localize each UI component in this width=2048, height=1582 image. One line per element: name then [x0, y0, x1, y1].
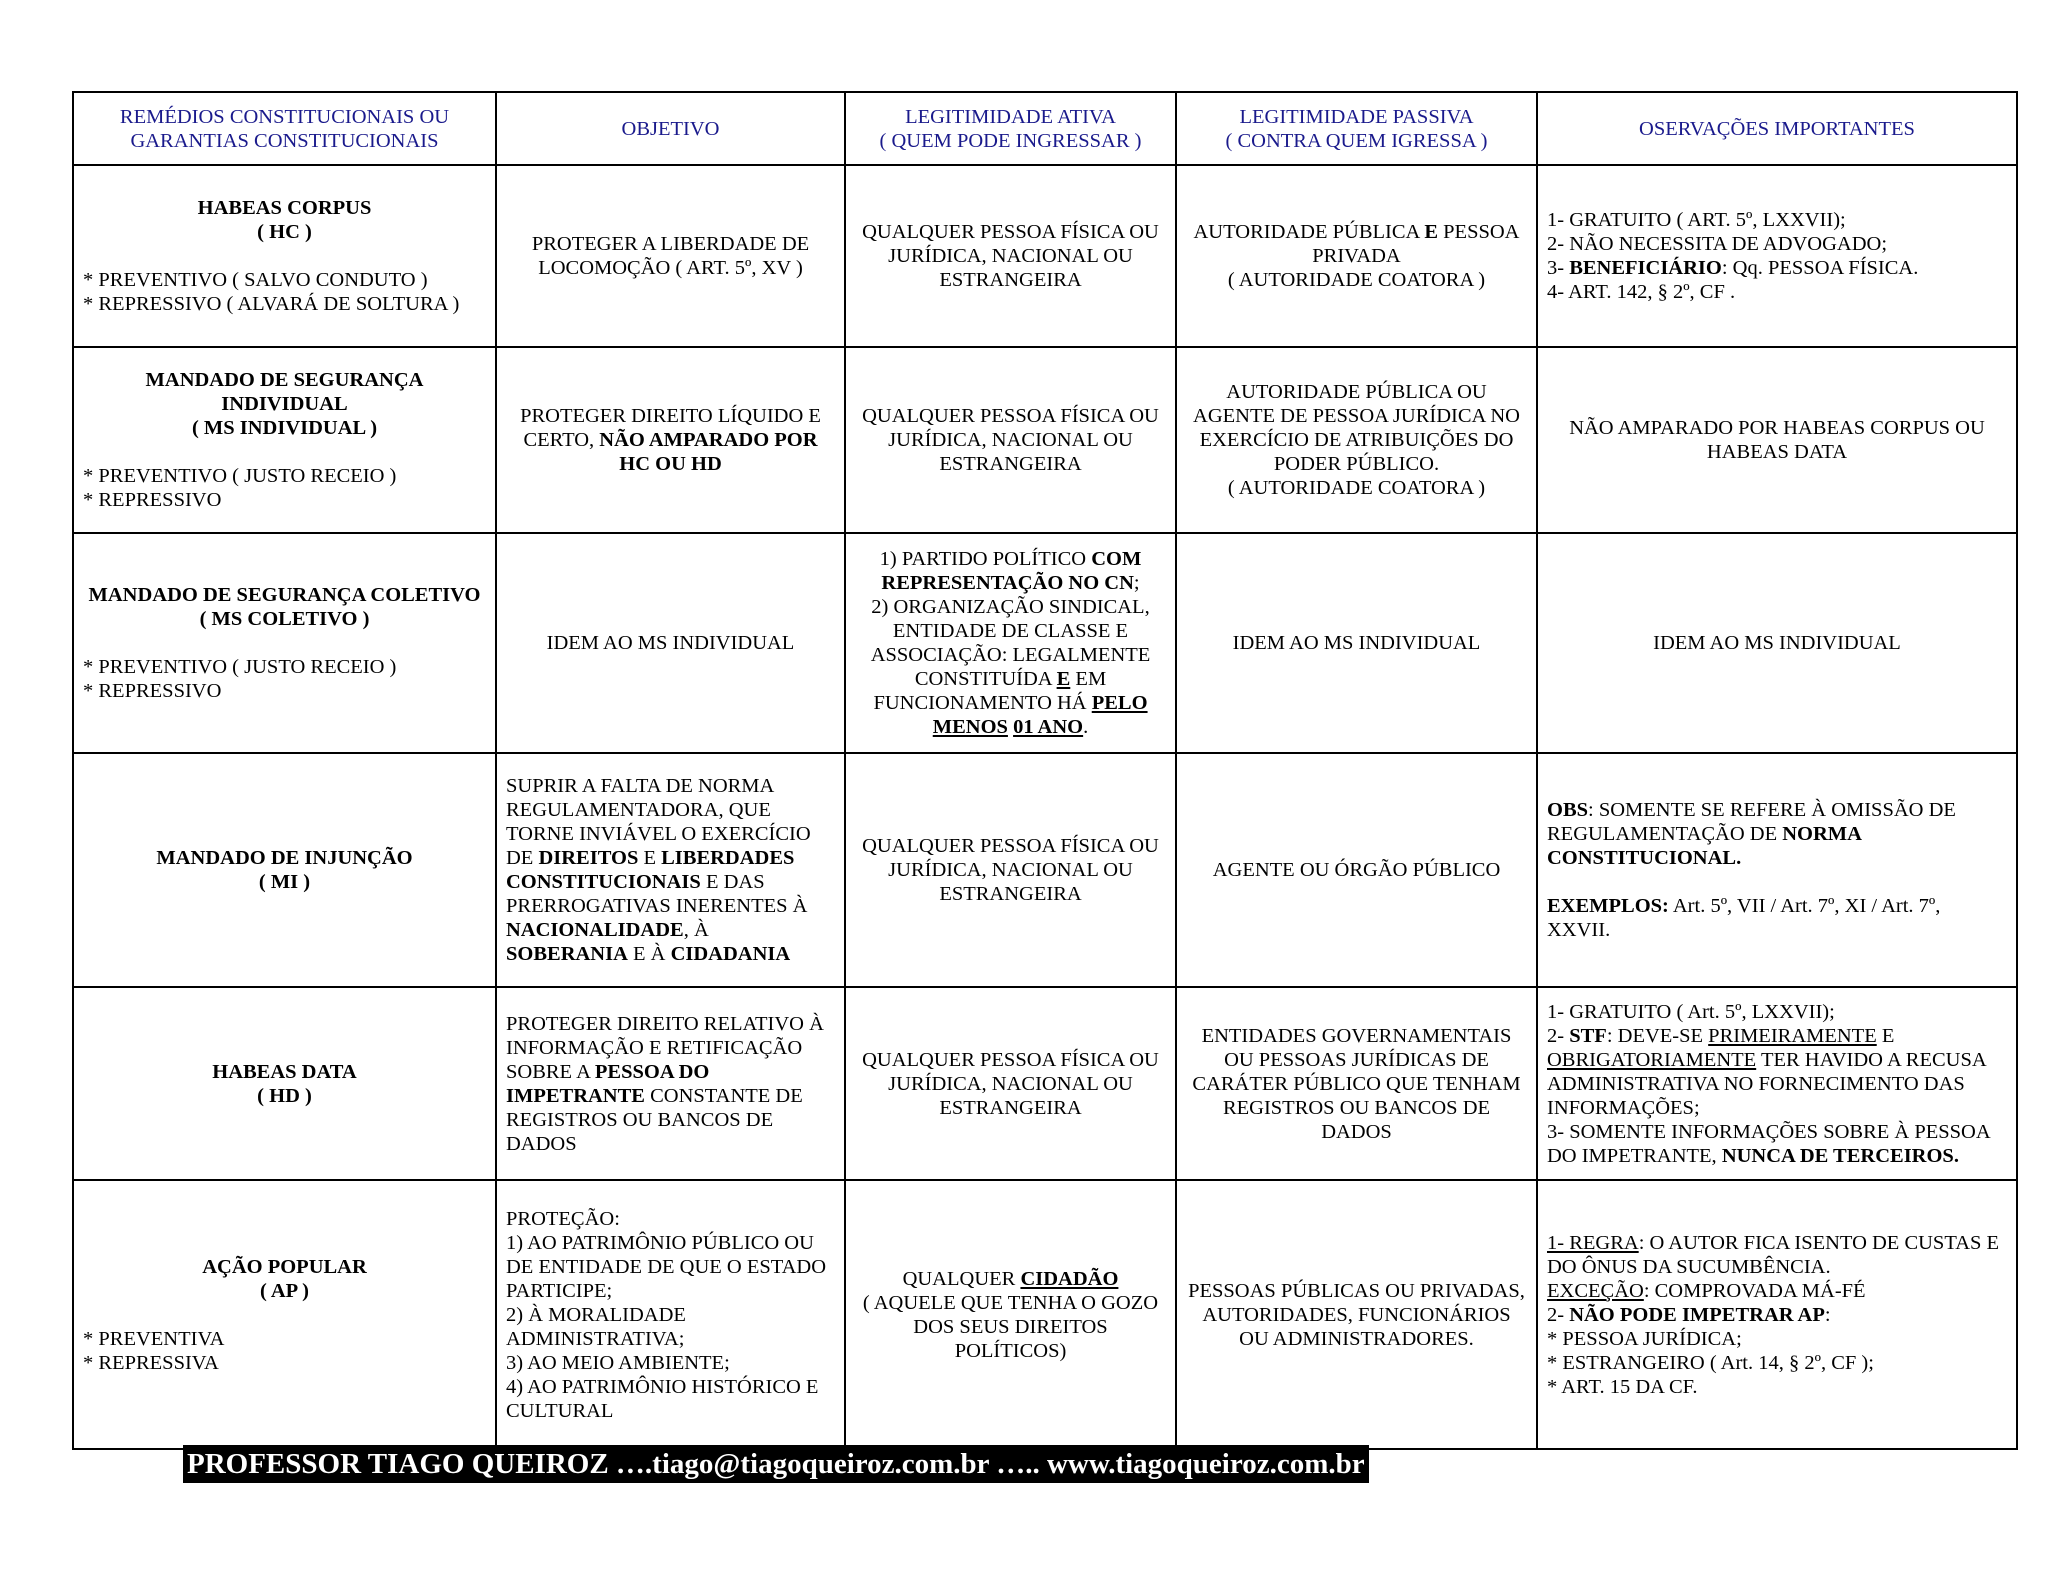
legitimidade-ativa-cell: QUALQUER PESSOA FÍSICA OU JURÍDICA, NACIONAL OU ESTRANGEIRA: [845, 987, 1176, 1180]
objetivo-cell: SUPRIR A FALTA DE NORMA REGULAMENTADORA, QUE TORNE INVIÁVEL O EXERCÍCIO DE DIREITOS E LIBERDADES CONSTITUCIONAIS E DAS PRERROGATIVAS INERENTES À NACIONALIDADE, À SOBERANIA E À CIDADANIA: [496, 753, 845, 987]
observacoes-cell: IDEM AO MS INDIVIDUAL: [1537, 533, 2017, 753]
legitimidade-passiva-cell: AGENTE OU ÓRGÃO PÚBLICO: [1176, 753, 1537, 987]
footer-credit: PROFESSOR TIAGO QUEIROZ ….tiago@tiagoqueiroz.com.br ….. www.tiagoqueiroz.com.br: [183, 1445, 1369, 1483]
observacoes-cell: OBS: SOMENTE SE REFERE À OMISSÃO DE REGULAMENTAÇÃO DE NORMA CONSTITUCIONAL. EXEMPLOS: Art. 5º, VII / Art. 7º, XI / Art. 7º, XXVII.: [1537, 753, 2017, 987]
header-objetivo: OBJETIVO: [496, 92, 845, 165]
observacoes-cell: 1- GRATUITO ( ART. 5º, LXXVII); 2- NÃO NECESSITA DE ADVOGADO; 3- BENEFICIÁRIO: Qq. PESSOA FÍSICA. 4- ART. 142, § 2º, CF .: [1537, 165, 2017, 347]
remedio-cell: MANDADO DE INJUNÇÃO ( MI ): [73, 753, 496, 987]
row-ms-coletivo: [73, 533, 2017, 753]
legitimidade-ativa-cell: QUALQUER PESSOA FÍSICA OU JURÍDICA, NACIONAL OU ESTRANGEIRA: [845, 165, 1176, 347]
remedio-cell: MANDADO DE SEGURANÇA COLETIVO ( MS COLETIVO ) * PREVENTIVO ( JUSTO RECEIO ) * REPRESSIVO: [73, 533, 496, 753]
legitimidade-ativa-cell: QUALQUER PESSOA FÍSICA OU JURÍDICA, NACIONAL OU ESTRANGEIRA: [845, 347, 1176, 533]
remedios-table: [72, 91, 2018, 1450]
header-row: [73, 92, 2017, 165]
legitimidade-passiva-cell: AUTORIDADE PÚBLICA E PESSOA PRIVADA ( AUTORIDADE COATORA ): [1176, 165, 1537, 347]
row-mandado-injuncao: [73, 753, 2017, 987]
legitimidade-ativa-cell: QUALQUER CIDADÃO ( AQUELE QUE TENHA O GOZO DOS SEUS DIREITOS POLÍTICOS): [845, 1180, 1176, 1449]
header-remedio: REMÉDIOS CONSTITUCIONAIS OU GARANTIAS CONSTITUCIONAIS: [73, 92, 496, 165]
objetivo-cell: PROTEÇÃO: 1) AO PATRIMÔNIO PÚBLICO OU DE ENTIDADE DE QUE O ESTADO PARTICIPE; 2) À MORALIDADE ADMINISTRATIVA; 3) AO MEIO AMBIENTE; 4) AO PATRIMÔNIO HISTÓRICO E CULTURAL: [496, 1180, 845, 1449]
remedio-cell: HABEAS CORPUS ( HC ) * PREVENTIVO ( SALVO CONDUTO ) * REPRESSIVO ( ALVARÁ DE SOLTURA ): [73, 165, 496, 347]
row-habeas-corpus: [73, 165, 2017, 347]
row-acao-popular: [73, 1180, 2017, 1449]
remedio-cell: HABEAS DATA ( HD ): [73, 987, 496, 1180]
remedio-cell: MANDADO DE SEGURANÇA INDIVIDUAL ( MS INDIVIDUAL ) * PREVENTIVO ( JUSTO RECEIO ) * REPRESSIVO: [73, 347, 496, 533]
remedio-cell: AÇÃO POPULAR ( AP ) * PREVENTIVA * REPRESSIVA: [73, 1180, 496, 1449]
legitimidade-ativa-cell: 1) PARTIDO POLÍTICO COM REPRESENTAÇÃO NO CN; 2) ORGANIZAÇÃO SINDICAL, ENTIDADE DE CLASSE E ASSOCIAÇÃO: LEGALMENTE CONSTITUÍDA E EM FUNCIONAMENTO HÁ PELO MENOS 01 ANO.: [845, 533, 1176, 753]
objetivo-cell: PROTEGER DIREITO RELATIVO À INFORMAÇÃO E RETIFICAÇÃO SOBRE A PESSOA DO IMPETRANTE CONSTANTE DE REGISTROS OU BANCOS DE DADOS: [496, 987, 845, 1180]
legitimidade-ativa-cell: QUALQUER PESSOA FÍSICA OU JURÍDICA, NACIONAL OU ESTRANGEIRA: [845, 753, 1176, 987]
observacoes-cell: 1- REGRA: O AUTOR FICA ISENTO DE CUSTAS E DO ÔNUS DA SUCUMBÊNCIA. EXCEÇÃO: COMPROVADA MÁ-FÉ 2- NÃO PODE IMPETRAR AP: * PESSOA JURÍDICA; * ESTRANGEIRO ( Art. 14, § 2º, CF ); * ART. 15 DA CF.: [1537, 1180, 2017, 1449]
row-habeas-data: [73, 987, 2017, 1180]
header-legitimidade-passiva: LEGITIMIDADE PASSIVA ( CONTRA QUEM IGRESSA ): [1176, 92, 1537, 165]
objetivo-cell: IDEM AO MS INDIVIDUAL: [496, 533, 845, 753]
objetivo-cell: PROTEGER DIREITO LÍQUIDO E CERTO, NÃO AMPARADO POR HC OU HD: [496, 347, 845, 533]
legitimidade-passiva-cell: PESSOAS PÚBLICAS OU PRIVADAS, AUTORIDADES, FUNCIONÁRIOS OU ADMINISTRADORES.: [1176, 1180, 1537, 1449]
legitimidade-passiva-cell: ENTIDADES GOVERNAMENTAIS OU PESSOAS JURÍDICAS DE CARÁTER PÚBLICO QUE TENHAM REGISTROS OU BANCOS DE DADOS: [1176, 987, 1537, 1180]
legitimidade-passiva-cell: IDEM AO MS INDIVIDUAL: [1176, 533, 1537, 753]
observacoes-cell: 1- GRATUITO ( Art. 5º, LXXVII); 2- STF: DEVE-SE PRIMEIRAMENTE E OBRIGATORIAMENTE TER HAVIDO A RECUSA ADMINISTRATIVA NO FORNECIMENTO DAS INFORMAÇÕES; 3- SOMENTE INFORMAÇÕES SOBRE À PESSOA DO IMPETRANTE, NUNCA DE TERCEIROS.: [1537, 987, 2017, 1180]
legitimidade-passiva-cell: AUTORIDADE PÚBLICA OU AGENTE DE PESSOA JURÍDICA NO EXERCÍCIO DE ATRIBUIÇÕES DO PODER PÚBLICO. ( AUTORIDADE COATORA ): [1176, 347, 1537, 533]
row-ms-individual: [73, 347, 2017, 533]
header-legitimidade-ativa: LEGITIMIDADE ATIVA ( QUEM PODE INGRESSAR ): [845, 92, 1176, 165]
observacoes-cell: NÃO AMPARADO POR HABEAS CORPUS OU HABEAS DATA: [1537, 347, 2017, 533]
objetivo-cell: PROTEGER A LIBERDADE DE LOCOMOÇÃO ( ART. 5º, XV ): [496, 165, 845, 347]
header-observacoes: OSERVAÇÕES IMPORTANTES: [1537, 92, 2017, 165]
